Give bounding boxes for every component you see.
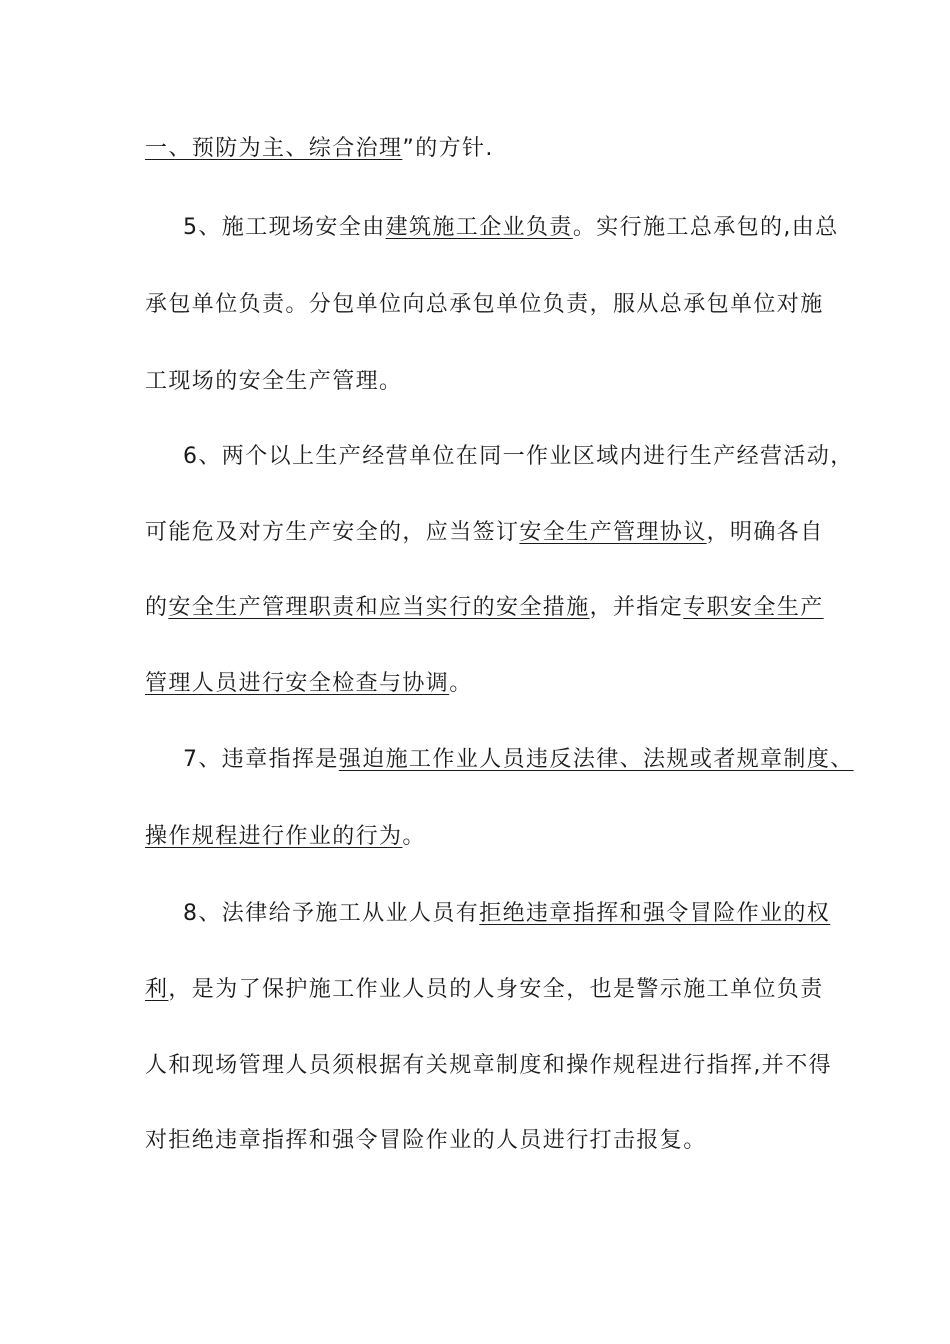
text-run: 对拒绝违章指挥和强令冒险作业的人员进行打击报复。 bbox=[145, 1128, 707, 1153]
underlined-phrase: 利 bbox=[145, 977, 169, 1002]
text-run: ，明确各自 bbox=[706, 520, 824, 545]
underlined-phrase: 专职安全生产 bbox=[683, 595, 824, 620]
text-run: ”的方针. bbox=[402, 136, 494, 161]
text-run: 8、法律给予施工从业人员有 bbox=[183, 901, 480, 926]
underlined-phrase: 操作规程进行作业的行为 bbox=[145, 824, 403, 849]
paragraph-1-line-1 bbox=[145, 134, 494, 164]
paragraph-2-line-1 bbox=[183, 213, 839, 243]
underlined-phrase: 一、预防为主、综合治理 bbox=[145, 136, 403, 161]
text-run: 可能危及对方生产安全的，应当签订 bbox=[145, 520, 520, 545]
paragraph-4-line-2 bbox=[145, 822, 426, 852]
underlined-phrase: 管理人员进行安全检查与协调 bbox=[145, 671, 450, 696]
underlined-phrase: 安全生产管理职责和应当实行的安全措施 bbox=[168, 595, 590, 620]
underlined-phrase: 安全生产管理协议 bbox=[519, 520, 707, 545]
paragraph-2-line-3 bbox=[145, 367, 402, 397]
paragraph-5-line-3 bbox=[145, 1051, 832, 1081]
text-run: 。 bbox=[449, 671, 473, 696]
text-run: 。 bbox=[402, 824, 426, 849]
text-run: 承包单位负责。分包单位向总承包单位负责，服从总承包单位对施 bbox=[145, 292, 824, 317]
underlined-phrase: 强迫施工作业人员违反法律、法规或者规章制度、 bbox=[338, 747, 854, 772]
paragraph-5-line-2 bbox=[145, 975, 824, 1005]
paragraph-5-line-4 bbox=[145, 1126, 707, 1156]
text-run: 5、施工现场安全由 bbox=[183, 215, 386, 240]
text-run: 工现场的安全生产管理。 bbox=[145, 369, 403, 394]
paragraph-4-line-1 bbox=[183, 745, 854, 775]
text-run: 人和现场管理人员须根据有关规章制度和操作规程进行指挥,并不得 bbox=[145, 1053, 832, 1078]
underlined-phrase: 建筑施工企业负责 bbox=[385, 215, 573, 240]
paragraph-2-line-2 bbox=[145, 290, 824, 320]
text-run: 6、两个以上生产经营单位在同一作业区域内进行生产经营活动， bbox=[183, 444, 854, 469]
text-run: 7、违章指挥是 bbox=[183, 747, 339, 772]
paragraph-3-line-2 bbox=[145, 518, 824, 548]
text-run: ，是为了保护施工作业人员的人身安全，也是警示施工单位负责 bbox=[168, 977, 824, 1002]
paragraph-3-line-4 bbox=[145, 669, 473, 699]
text-run: 。实行施工总承包的,由总 bbox=[572, 215, 839, 240]
paragraph-3-line-3 bbox=[145, 593, 824, 623]
paragraph-3-line-1 bbox=[183, 442, 854, 472]
text-run: 的 bbox=[145, 595, 169, 620]
underlined-phrase: 拒绝违章指挥和强令冒险作业的权 bbox=[479, 901, 831, 926]
paragraph-5-line-1 bbox=[183, 899, 830, 929]
text-run: ，并指定 bbox=[589, 595, 684, 620]
